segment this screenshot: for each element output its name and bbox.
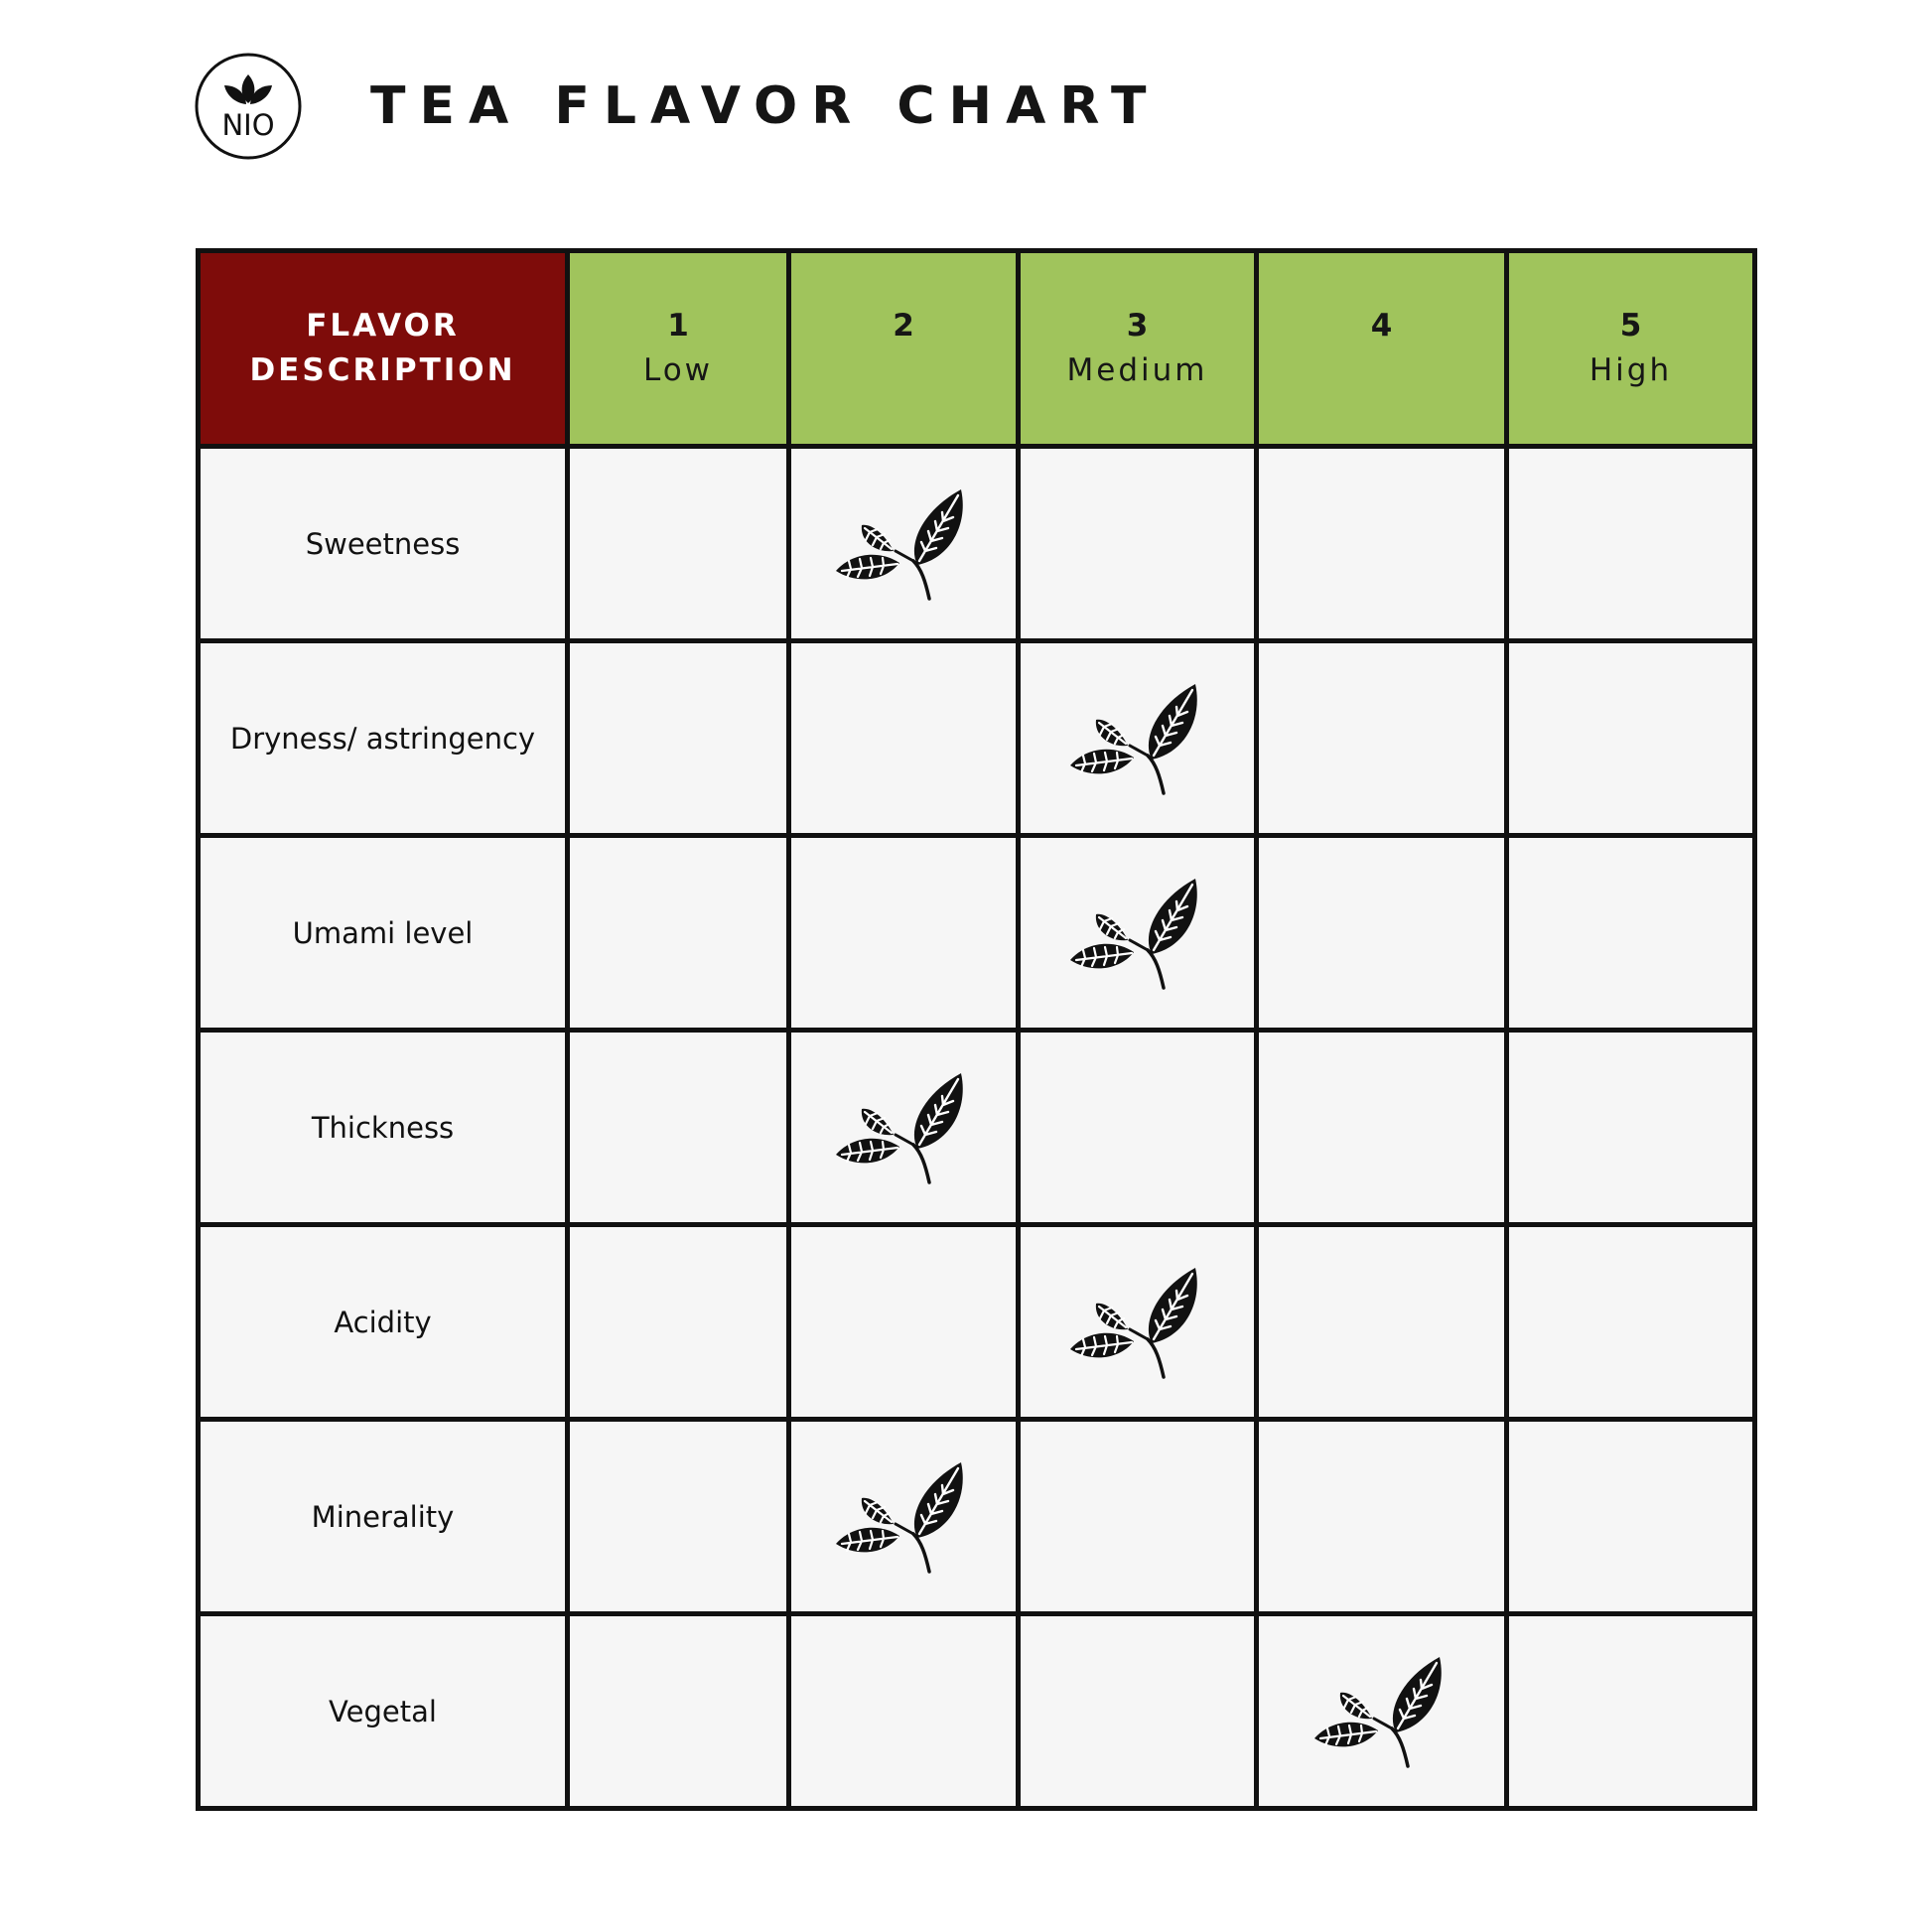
level-cell xyxy=(568,641,789,836)
level-cell xyxy=(568,1614,789,1809)
tea-leaf-icon xyxy=(834,1458,973,1576)
level-word xyxy=(791,348,1016,393)
level-cell xyxy=(568,1031,789,1225)
level-cell xyxy=(1019,641,1257,836)
level-cell xyxy=(1507,1031,1755,1225)
level-number: 5 xyxy=(1619,308,1642,344)
tea-leaf-icon xyxy=(1068,1264,1207,1381)
level-header-4 xyxy=(1257,251,1507,447)
level-cell xyxy=(568,1420,789,1614)
level-cell xyxy=(1019,1614,1257,1809)
flavor-description-header xyxy=(199,251,568,447)
level-number: 3 xyxy=(1126,308,1149,344)
level-number: 4 xyxy=(1370,308,1393,344)
level-cell xyxy=(789,1225,1019,1420)
level-cell xyxy=(1507,1225,1755,1420)
level-cell xyxy=(1257,1031,1507,1225)
level-header-1 xyxy=(568,251,789,447)
tea-leaf-icon xyxy=(1068,680,1207,797)
level-word: Medium xyxy=(1066,352,1208,388)
level-cell xyxy=(1257,1614,1507,1809)
flavor-row xyxy=(199,447,1755,641)
flavor-label: Thickness xyxy=(199,1031,568,1225)
level-cell xyxy=(1019,836,1257,1031)
level-cell xyxy=(1257,1420,1507,1614)
level-cell xyxy=(789,1031,1019,1225)
flavor-rows xyxy=(199,447,1755,1809)
flavor-row xyxy=(199,1614,1755,1809)
level-number: 1 xyxy=(667,308,689,344)
logo-text: NIO xyxy=(221,108,275,142)
level-cell xyxy=(1019,1420,1257,1614)
level-cell xyxy=(1507,641,1755,836)
tea-leaf-icon xyxy=(834,1069,973,1186)
flavor-chart xyxy=(196,248,1752,1810)
tea-leaf-icon xyxy=(1312,1653,1451,1770)
flavor-row xyxy=(199,641,1755,836)
level-word xyxy=(1259,348,1504,393)
level-cell xyxy=(789,1614,1019,1809)
flavor-row xyxy=(199,836,1755,1031)
level-cell xyxy=(789,641,1019,836)
level-header-5 xyxy=(1507,251,1755,447)
level-header-2 xyxy=(789,251,1019,447)
level-cell xyxy=(789,447,1019,641)
flavor-row xyxy=(199,1031,1755,1225)
flavor-label: Minerality xyxy=(199,1420,568,1614)
header-line-1: FLAVOR xyxy=(306,308,460,344)
level-cell xyxy=(568,1225,789,1420)
header-row xyxy=(199,251,1755,447)
page-title: TEA FLAVOR CHART xyxy=(370,76,1161,136)
tea-leaf-icon xyxy=(834,485,973,603)
flavor-label: Acidity xyxy=(199,1225,568,1420)
flavor-label: Dryness/ astringency xyxy=(199,641,568,836)
nio-logo xyxy=(194,52,303,161)
flavor-table xyxy=(196,248,1757,1811)
level-word: High xyxy=(1588,352,1673,388)
level-cell xyxy=(789,1420,1019,1614)
level-cell xyxy=(789,836,1019,1031)
level-cell xyxy=(1019,447,1257,641)
flavor-row xyxy=(199,1225,1755,1420)
header-line-2: DESCRIPTION xyxy=(249,352,516,388)
flavor-label: Sweetness xyxy=(199,447,568,641)
tea-leaf-icon xyxy=(1068,875,1207,992)
level-cell xyxy=(1257,836,1507,1031)
level-cell xyxy=(1019,1225,1257,1420)
level-cell xyxy=(1019,1031,1257,1225)
flavor-row xyxy=(199,1420,1755,1614)
level-cell xyxy=(1257,1225,1507,1420)
level-number: 2 xyxy=(893,308,914,344)
level-cell xyxy=(1257,641,1507,836)
level-cell xyxy=(1507,1614,1755,1809)
level-cell xyxy=(1507,1420,1755,1614)
level-cell xyxy=(1257,447,1507,641)
level-header-3 xyxy=(1019,251,1257,447)
level-cell xyxy=(1507,447,1755,641)
level-cell xyxy=(568,836,789,1031)
page-header xyxy=(194,52,1161,161)
level-cell xyxy=(1507,836,1755,1031)
flavor-label: Vegetal xyxy=(199,1614,568,1809)
flavor-label: Umami level xyxy=(199,836,568,1031)
level-word: Low xyxy=(642,352,714,388)
level-cell xyxy=(568,447,789,641)
